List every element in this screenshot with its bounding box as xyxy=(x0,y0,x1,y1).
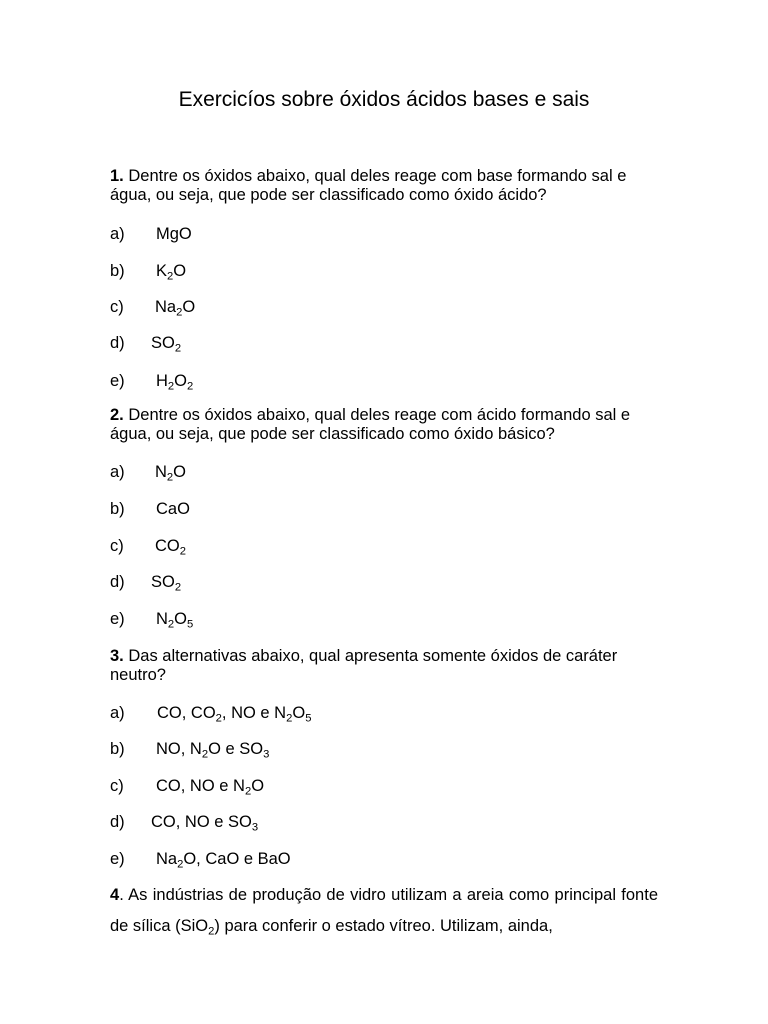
subscript: 2 xyxy=(244,785,252,798)
question-1-text: Dentre os óxidos abaixo, qual deles reage com base formando sal e água, ou seja, que pode ser classificado como óxido ácido? xyxy=(110,167,627,204)
option-answer: $N_2O$ xyxy=(155,463,187,484)
option-letter: e) xyxy=(110,850,125,868)
q2-option-c xyxy=(110,537,186,556)
question-3-number: 3. xyxy=(110,647,124,665)
option-answer: $N_2O_5$ xyxy=(156,610,194,631)
subscript: 2 xyxy=(201,748,209,761)
option-letter: c) xyxy=(110,537,124,555)
option-answer: CO, NO e $SO_3$ xyxy=(151,813,259,834)
subscript: 2 xyxy=(167,380,175,393)
option-letter: d) xyxy=(110,573,125,591)
question-4-number: 4 xyxy=(110,886,120,904)
question-3 xyxy=(110,647,670,685)
question-1-number: 1. xyxy=(110,167,124,185)
option-answer: $H_2O_2$ xyxy=(156,372,194,393)
q2-option-a xyxy=(110,463,186,482)
q1-option-d xyxy=(110,334,181,353)
subscript: 5 xyxy=(187,618,194,631)
subscript: 2 xyxy=(174,342,182,355)
option-answer: $Na_2O$, CaO e BaO xyxy=(156,850,291,871)
option-answer: CaO xyxy=(156,500,190,518)
option-letter: c) xyxy=(110,298,124,316)
option-letter: b) xyxy=(110,262,125,280)
subscript: 2 xyxy=(187,380,194,393)
q2-option-d xyxy=(110,573,181,592)
subscript: 3 xyxy=(263,748,270,761)
subscript: 2 xyxy=(286,712,293,725)
subscript: 3 xyxy=(251,821,259,834)
option-letter: c) xyxy=(110,777,124,795)
question-2-text: Dentre os óxidos abaixo, qual deles reage com ácido formando sal e água, ou seja, que pode ser classificado como óxido básico? xyxy=(110,406,631,443)
q1-option-b xyxy=(110,262,186,281)
option-answer: CO, $CO_2$, NO e $N_2O_5$ xyxy=(157,704,312,725)
subscript: 2 xyxy=(166,471,174,484)
option-answer: $Na_2O$ xyxy=(155,298,196,319)
option-letter: a) xyxy=(110,704,125,722)
option-letter: a) xyxy=(110,463,125,481)
q2-option-e xyxy=(110,610,193,629)
q2-option-b xyxy=(110,500,190,519)
option-answer: NO, $N_2O$ e $SO_3$ xyxy=(156,740,270,761)
question-1 xyxy=(110,167,670,205)
question-2 xyxy=(110,406,670,444)
option-answer: MgO xyxy=(156,225,192,243)
option-letter: e) xyxy=(110,372,125,390)
q1-option-a xyxy=(110,225,192,244)
option-answer: $SO_2$ xyxy=(151,334,182,355)
q3-option-a xyxy=(110,704,311,723)
option-letter: d) xyxy=(110,813,125,831)
q3-option-c xyxy=(110,777,264,796)
q1-option-e xyxy=(110,372,193,391)
option-answer: $SO_2$ xyxy=(151,573,182,594)
document-title: Exercicíos sobre óxidos ácidos bases e sais xyxy=(178,88,590,111)
question-3-text: Das alternativas abaixo, qual apresenta somente óxidos de caráter neutro? xyxy=(110,647,618,684)
q3-option-e xyxy=(110,850,291,869)
option-answer: $K_2O$ xyxy=(156,262,187,283)
subscript: 5 xyxy=(305,712,312,725)
subscript: 2 xyxy=(177,858,184,871)
subscript: 2 xyxy=(167,618,175,631)
option-answer: $CO_2$ xyxy=(155,537,186,558)
option-answer: CO, NO e $N_2O$ xyxy=(156,777,265,798)
question-4 xyxy=(110,880,658,942)
subscript: 2 xyxy=(174,581,182,594)
question-4-text: . As indústrias de produção de vidro utilizam a areia como principal fonte de sílica (SiO$_2$) para conferir o estado vítreo. Utilizam, ainda, xyxy=(110,886,658,938)
subscript: 2 xyxy=(167,270,174,283)
subscript: 2 xyxy=(179,545,186,558)
q1-option-c xyxy=(110,298,195,317)
subscript: 2 xyxy=(176,306,183,319)
option-letter: a) xyxy=(110,225,125,243)
option-letter: b) xyxy=(110,740,125,758)
option-letter: d) xyxy=(110,334,125,352)
subscript: 2 xyxy=(208,925,215,938)
option-letter: e) xyxy=(110,610,125,628)
option-letter: b) xyxy=(110,500,125,518)
q3-option-d xyxy=(110,813,258,832)
question-2-number: 2. xyxy=(110,406,124,424)
q3-option-b xyxy=(110,740,269,759)
subscript: 2 xyxy=(215,712,222,725)
